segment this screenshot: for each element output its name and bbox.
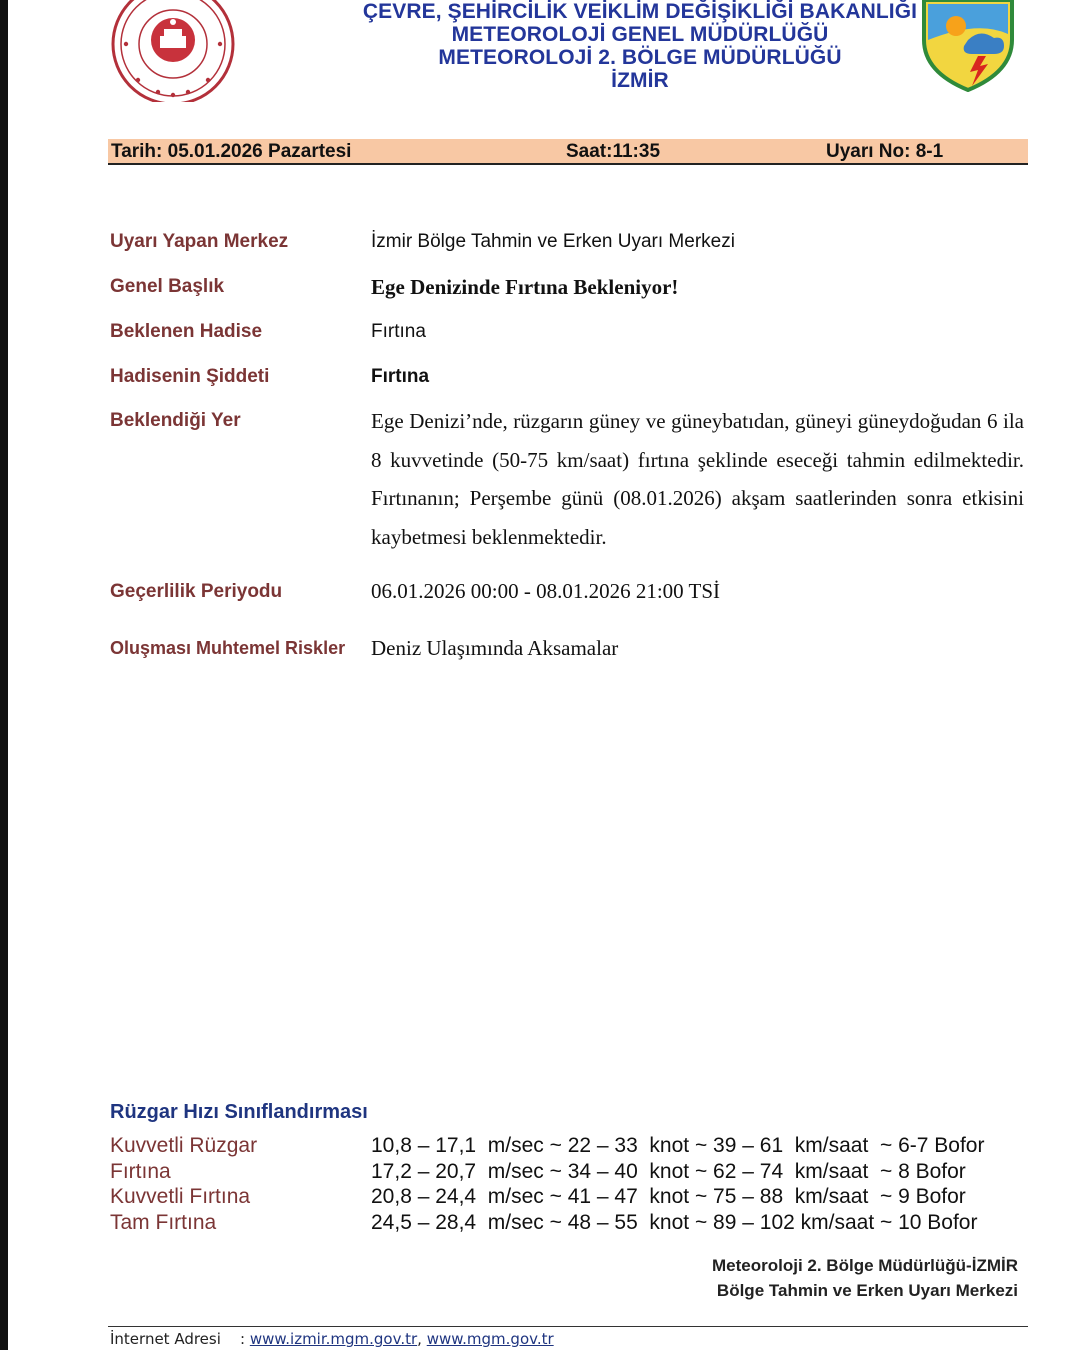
center-label: Uyarı Yapan Merkez	[110, 231, 289, 252]
signature-line-2: Bölge Tahmin ve Erken Uyarı Merkezi	[716, 1281, 1018, 1300]
footer-separator: :	[239, 1330, 246, 1348]
warning-time: Saat:11:35	[566, 141, 661, 162]
footer-label: İnternet Adresi	[110, 1330, 221, 1348]
severity-label: Hadisenin Şiddeti	[110, 366, 270, 387]
mgm-shield-logo-icon	[918, 0, 1018, 92]
footer-divider	[108, 1326, 1028, 1327]
wind-row	[110, 1185, 1030, 1211]
risk-value: Deniz Ulaşımında Aksamalar	[371, 636, 619, 660]
wind-row	[110, 1134, 1030, 1160]
wind-class-values: 24,5 – 28,4 m/sec ~ 48 – 55 knot ~ 89 – 102 km/saat ~ 10 Bofor	[371, 1211, 978, 1234]
info-bar	[108, 139, 1028, 165]
event-label: Beklenen Hadise	[110, 321, 263, 342]
validity-value: 06.01.2026 00:00 - 08.01.2026 21:00 TSİ	[371, 579, 721, 603]
title-value: Ege Denizinde Fırtına Bekleniyor!	[371, 275, 679, 299]
validity-label: Geçerlilik Periyodu	[110, 581, 283, 602]
footer-link-mgm[interactable]: www.mgm.gov.tr	[426, 1330, 554, 1348]
header-line-city: İZMİR	[611, 69, 669, 92]
footer	[110, 1330, 554, 1348]
location-value: Ege Denizi’nde, rüzgarın güney ve güneybatıdan, güneyi güneydoğudan 6 ila 8 kuvvetinde (50-75 km/saat) fırtına şeklinde eseceği tahmin edilmektedir. Fırtınanın; Perşembe günü (08.01.2026) akşam saatlerinden sonra etkisini kaybetmesi beklenmektedir.	[371, 409, 1024, 549]
wind-classification-title: Rüzgar Hızı Sınıflandırması	[110, 1101, 368, 1123]
wind-class-values: 10,8 – 17,1 m/sec ~ 22 – 33 knot ~ 39 – 61 km/saat ~ 6-7 Bofor	[371, 1134, 985, 1157]
risk-label: Oluşması Muhtemel Riskler	[110, 638, 346, 658]
wind-row	[110, 1160, 1030, 1186]
warning-date: Tarih: 05.01.2026 Pazartesi	[111, 141, 352, 162]
wind-class-name: Tam Fırtına	[110, 1211, 217, 1234]
center-value: İzmir Bölge Tahmin ve Erken Uyarı Merkezi	[371, 231, 735, 252]
severity-value: Fırtına	[371, 366, 430, 387]
footer-link-izmir[interactable]: www.izmir.mgm.gov.tr	[249, 1330, 418, 1348]
wind-class-values: 17,2 – 20,7 m/sec ~ 34 – 40 knot ~ 62 – 74 km/saat ~ 8 Bofor	[371, 1160, 966, 1183]
wind-class-values: 20,8 – 24,4 m/sec ~ 41 – 47 knot ~ 75 – 88 km/saat ~ 9 Bofor	[371, 1185, 966, 1208]
warning-number: Uyarı No: 8-1	[826, 141, 944, 162]
header-line-directorate: METEOROLOJİ GENEL MÜDÜRLÜĞÜ	[451, 23, 829, 46]
header-line-regional: METEOROLOJİ 2. BÖLGE MÜDÜRLÜĞÜ	[438, 46, 842, 69]
title-label: Genel Başlık	[110, 276, 225, 297]
header-titles	[330, 0, 950, 92]
wind-class-name: Fırtına	[110, 1160, 171, 1183]
left-edge-strip	[0, 0, 8, 1350]
signature-line-1: Meteoroloji 2. Bölge Müdürlüğü-İZMİR	[712, 1256, 1018, 1275]
wind-class-name: Kuvvetli Rüzgar	[110, 1134, 258, 1157]
wind-row	[110, 1211, 1030, 1237]
location-label: Beklendiği Yer	[110, 410, 241, 431]
ministry-seal-icon	[108, 0, 238, 102]
event-value: Fırtına	[371, 321, 426, 342]
footer-comma: ,	[417, 1330, 422, 1348]
header-line-ministry: ÇEVRE, ŞEHİRCİLİK VEİKLİM DEĞİŞİKLİĞİ BAKANLIĞI	[362, 0, 918, 23]
wind-class-name: Kuvvetli Fırtına	[110, 1185, 251, 1208]
